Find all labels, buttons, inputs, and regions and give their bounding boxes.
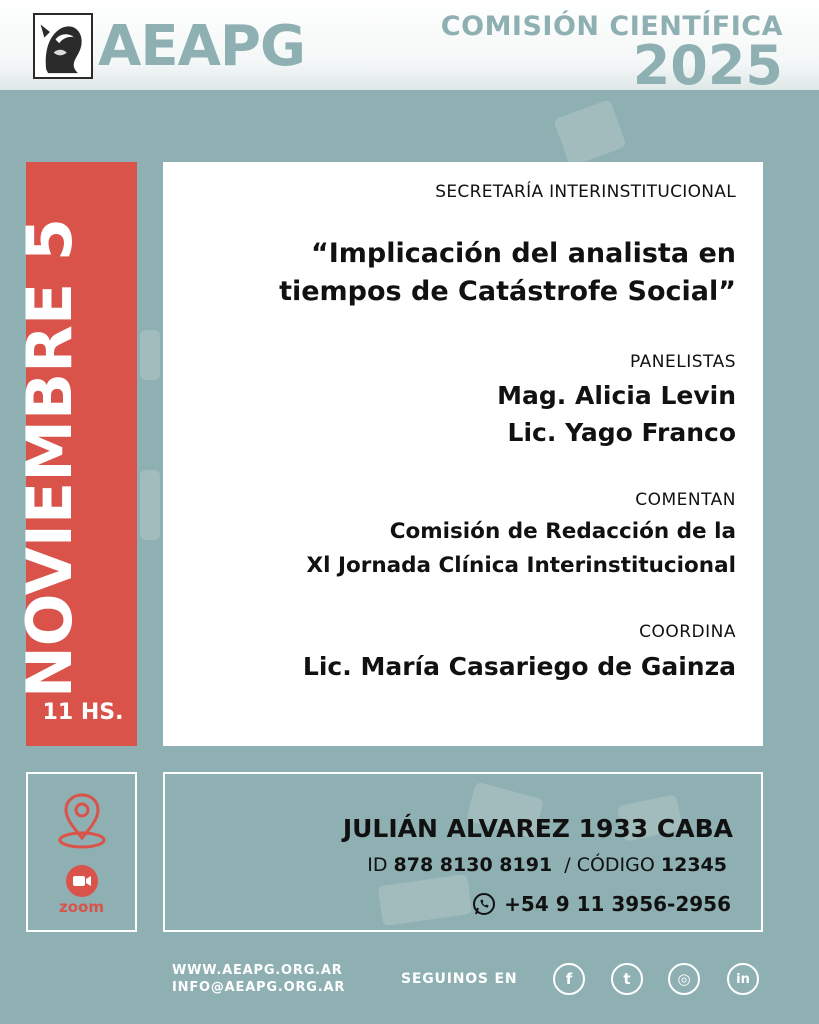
facebook-glyph: f (565, 970, 573, 988)
event-title-line: tiempos de Catástrofe Social” (279, 276, 736, 307)
secretariat-label: SECRETARÍA INTERINSTITUCIONAL (435, 182, 736, 202)
coordinator (303, 648, 736, 685)
follow-label: SEGUINOS EN (401, 971, 518, 987)
logo (33, 13, 93, 79)
phone-number: +54 9 11 3956-2956 (504, 892, 731, 916)
zoom-label: zoom (59, 898, 104, 916)
meeting-id-label: ID (367, 854, 388, 876)
logo-portrait-icon (35, 15, 91, 77)
instagram-icon[interactable] (668, 963, 700, 995)
location-box (163, 772, 763, 932)
event-title-line: “Implicación del analista en (310, 238, 736, 269)
whatsapp-icon (472, 892, 496, 916)
event-date (1, 178, 86, 698)
puzzle-piece-decor (553, 99, 626, 167)
linkedin-icon[interactable] (727, 963, 759, 995)
meeting-details (367, 854, 727, 876)
event-date-label: NOVIEMBRE 5 (13, 217, 86, 698)
comment-line: Comisión de Redacción de la (389, 519, 736, 544)
whatsapp-contact[interactable] (472, 892, 731, 916)
commission-title: COMISIÓN CIENTÍFICA (440, 11, 783, 42)
meeting-code: 12345 (660, 854, 727, 876)
brand-name: AEAPG (98, 14, 305, 79)
meeting-code-label: / CÓDIGO (564, 854, 655, 876)
meeting-id: 878 8130 8191 (393, 854, 553, 876)
email-link[interactable]: INFO@AEAPG.ORG.AR (172, 980, 346, 995)
panelists-label: PANELISTAS (629, 352, 736, 372)
panelist-name: Mag. Alicia Levin (497, 381, 736, 410)
address: JULIÁN ALVAREZ 1933 CABA (342, 814, 733, 843)
puzzle-piece-decor (140, 330, 160, 380)
event-time: 11 HS. (42, 700, 124, 725)
coordinator-name: Lic. María Casariego de Gainza (302, 652, 736, 681)
comment-label: COMENTAN (635, 490, 736, 510)
linkedin-glyph: in (736, 971, 750, 987)
puzzle-piece-decor (140, 470, 160, 540)
header (0, 0, 819, 97)
event-panel (163, 162, 763, 746)
panelists-list (497, 377, 736, 451)
twitter-glyph: t (623, 970, 631, 988)
icons-box (26, 772, 137, 932)
facebook-icon[interactable] (553, 963, 585, 995)
event-title (279, 235, 736, 311)
footer-links (172, 962, 345, 996)
comment-line: Xl Jornada Clínica Interinstitucional (306, 553, 736, 578)
comment-list (307, 515, 736, 583)
zoom-icon (65, 864, 99, 898)
coord-label: COORDINA (639, 622, 736, 642)
website-link[interactable]: WWW.AEAPG.ORG.AR (172, 963, 343, 978)
location-pin-icon (56, 792, 108, 850)
twitter-icon[interactable] (611, 963, 643, 995)
panelist-name: Lic. Yago Franco (507, 418, 736, 447)
year: 2025 (632, 34, 783, 97)
instagram-glyph: ◎ (677, 970, 691, 988)
